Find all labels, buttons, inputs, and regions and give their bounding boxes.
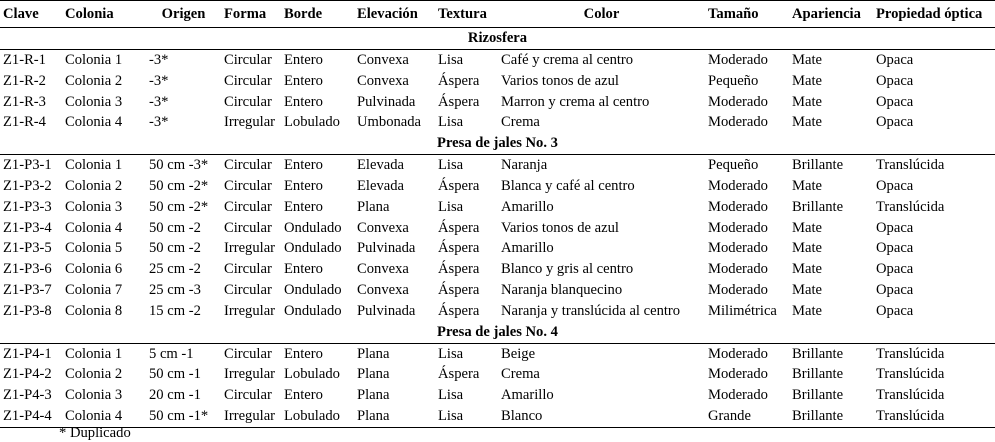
table-cell: Entero (284, 387, 323, 404)
table-cell: Irregular (224, 240, 276, 257)
table-cell: Entero (284, 52, 323, 68)
table-cell: Lisa (438, 52, 464, 68)
table-row (0, 176, 995, 197)
table-cell: Colonia 4 (65, 219, 123, 236)
column-header: Clave (0, 1, 62, 28)
table-cell: Irregular (221, 406, 281, 427)
table-cell: Naranja y translúcida al centro (501, 302, 681, 319)
table-cell: Entero (284, 198, 323, 215)
table-cell: Entero (284, 157, 323, 174)
table-cell: Brillante (789, 406, 873, 427)
table-cell: Pequeño (708, 157, 759, 174)
table-cell: 50 cm -2* (149, 177, 209, 194)
table-cell: Z1-R-2 (3, 72, 46, 89)
table-cell: Opaca (876, 240, 914, 257)
table-cell: 50 cm -2 (149, 219, 201, 236)
table-cell: Moderado (708, 177, 768, 194)
table-row (0, 218, 995, 239)
table-cell: Lisa (438, 387, 464, 404)
table-cell: Pulvinada (357, 240, 416, 257)
table-cell: Irregular (224, 366, 276, 383)
table-cell: Plana (354, 406, 435, 427)
table-cell: Moderado (708, 198, 768, 215)
table-cell: Pequeño (708, 72, 759, 89)
table-cell: Colonia 3 (65, 387, 123, 404)
table-cell: Convexa (357, 72, 409, 89)
table-cell: Z1-P3-6 (3, 261, 52, 278)
table-cell: Pulvinada (357, 93, 416, 110)
table-cell: Opaca (876, 219, 914, 236)
table-cell: Plana (357, 198, 390, 215)
table-cell: Beige (501, 345, 536, 362)
table-cell: 5 cm -1 (149, 345, 194, 362)
table-cell: Lobulado (284, 114, 340, 131)
table-cell: Pulvinada (357, 302, 416, 319)
table-cell: 50 cm -2* (149, 198, 209, 215)
table-cell: Mate (792, 261, 822, 278)
table-cell: Circular (224, 281, 272, 298)
table-cell: Áspera (438, 93, 480, 110)
table-cell: Translúcida (876, 366, 945, 383)
table-cell: 20 cm -1 (149, 387, 201, 404)
table-cell: Translúcida (876, 387, 945, 404)
table-cell: Colonia 5 (65, 240, 123, 257)
table-cell: Colonia 8 (65, 302, 123, 319)
table-cell: Marron y crema al centro (501, 93, 650, 110)
table-cell: Opaca (876, 114, 914, 131)
table-cell: Umbonada (357, 114, 422, 131)
table-cell: Brillante (792, 387, 844, 404)
table-cell: Ondulado (284, 281, 342, 298)
table-cell: Z1-P3-8 (3, 302, 52, 319)
table-cell: Blanco y gris al centro (501, 261, 634, 278)
table-cell: Circular (224, 72, 272, 89)
table-header (0, 1, 995, 28)
table-cell: Translúcida (873, 406, 995, 427)
section-title: Rizosfera (0, 28, 995, 50)
table-cell: Lisa (435, 406, 498, 427)
table-cell: Opaca (876, 52, 914, 68)
table-cell: Circular (224, 387, 272, 404)
table-cell: Circular (224, 261, 272, 278)
table-row (0, 71, 995, 92)
table-cell: Colonia 3 (65, 198, 123, 215)
table-cell: Colonia 6 (65, 261, 123, 278)
table-cell: Moderado (708, 219, 768, 236)
table-cell: Naranja (501, 157, 548, 174)
table-cell: Amarillo (501, 240, 554, 257)
table-cell: 25 cm -3 (149, 281, 201, 298)
table-row (0, 238, 995, 259)
table-cell: Ondulado (284, 240, 342, 257)
table-cell: Convexa (357, 219, 409, 236)
table-cell: Moderado (708, 261, 768, 278)
table-cell: 15 cm -2 (149, 302, 201, 319)
table-row (0, 197, 995, 218)
table-cell: Translúcida (876, 198, 945, 215)
table-cell: Circular (224, 219, 272, 236)
table-cell: Circular (224, 52, 272, 68)
table-row (0, 364, 995, 385)
table-cell: Irregular (224, 114, 276, 131)
table-cell: Lobulado (281, 406, 354, 427)
section-row (0, 322, 995, 344)
column-header: Borde (281, 1, 354, 28)
table-cell: Brillante (792, 366, 844, 383)
table-cell: Colonia 2 (65, 72, 123, 89)
section-row (0, 133, 995, 155)
section-row (0, 28, 995, 50)
column-header: Tamaño (705, 1, 789, 28)
table-cell: Colonia 1 (65, 52, 123, 68)
table-cell: Translúcida (876, 157, 945, 174)
table-cell: Elevada (357, 177, 404, 194)
table-cell: Crema (501, 366, 540, 383)
table-cell: Moderado (708, 281, 768, 298)
table-cell: Opaca (876, 93, 914, 110)
table-row (0, 92, 995, 113)
footnote: * Duplicado (59, 425, 131, 441)
table-cell: Mate (792, 302, 822, 319)
table-cell: Circular (224, 177, 272, 194)
table-cell: Mate (792, 72, 822, 89)
table-cell: 25 cm -2 (149, 261, 201, 278)
table-cell: Z1-P4-1 (3, 345, 52, 362)
table-cell: Áspera (438, 366, 480, 383)
table-cell: Colonia 2 (65, 177, 123, 194)
table-cell: Blanco (498, 406, 705, 427)
column-header: Propiedad óptica (873, 1, 995, 28)
table-cell: Áspera (438, 240, 480, 257)
table-cell: Café y crema al centro (501, 52, 634, 68)
table-cell: Opaca (876, 72, 914, 89)
table-row (0, 343, 995, 364)
table-cell: Opaca (876, 281, 914, 298)
table-cell: Áspera (438, 219, 480, 236)
column-header: Textura (435, 1, 498, 28)
table-cell: -3* (149, 72, 169, 89)
table-cell: Colonia 7 (65, 281, 123, 298)
table-cell: Plana (357, 387, 390, 404)
table-cell: Z1-P3-5 (3, 240, 52, 257)
table-cell: Colonia 1 (65, 157, 123, 174)
table-cell: Brillante (792, 198, 844, 215)
column-header: Elevación (354, 1, 435, 28)
table-cell: 50 cm -1* (146, 406, 221, 427)
table-cell: Z1-R-1 (3, 52, 46, 68)
table-cell: Naranja blanquecino (501, 281, 623, 298)
table-cell: Colonia 3 (65, 93, 123, 110)
table-cell: Mate (792, 219, 822, 236)
column-header: Color (498, 1, 705, 28)
column-header: Colonia (62, 1, 146, 28)
table-cell: Opaca (876, 177, 914, 194)
table-row (0, 259, 995, 280)
table-cell: 50 cm -3* (149, 157, 209, 174)
table-cell: Z1-P4-3 (3, 387, 52, 404)
table-cell: Circular (224, 345, 272, 362)
table-cell: Entero (284, 177, 323, 194)
table-cell: Amarillo (501, 198, 554, 215)
table-row (0, 50, 995, 71)
table-cell: Varios tonos de azul (501, 219, 619, 236)
table-cell: Z1-R-4 (3, 114, 46, 131)
table-cell: Mate (792, 240, 822, 257)
table-cell: Mate (792, 281, 822, 298)
table-cell: Z1-P4-2 (3, 366, 52, 383)
table-cell: Z1-P3-2 (3, 177, 52, 194)
table-row (0, 385, 995, 406)
table-cell: Z1-P3-7 (3, 281, 52, 298)
table-cell: Z1-P4-4 (0, 406, 62, 427)
table-cell: Grande (705, 406, 789, 427)
table-cell: Moderado (708, 52, 768, 68)
column-header: Origen (146, 1, 221, 28)
table-cell: Áspera (438, 261, 480, 278)
table-cell: Convexa (357, 52, 409, 68)
table-cell: Moderado (708, 387, 768, 404)
table-cell: Lobulado (284, 366, 340, 383)
table-cell: Irregular (224, 302, 276, 319)
table-body (0, 28, 995, 428)
table-cell: Opaca (876, 302, 914, 319)
table-cell: Entero (284, 261, 323, 278)
table-cell: Áspera (438, 72, 480, 89)
table-cell: 50 cm -1 (149, 366, 201, 383)
table-cell: Z1-P3-3 (3, 198, 52, 215)
table-cell: Milimétrica (708, 302, 777, 319)
table-cell: Circular (224, 198, 272, 215)
table-cell: Colonia 4 (65, 114, 123, 131)
table-cell: -3* (149, 52, 169, 68)
table-cell: Z1-R-3 (3, 93, 46, 110)
table-cell: Lisa (438, 198, 464, 215)
table-cell: Colonia 4 (62, 406, 146, 427)
table-cell: Moderado (708, 240, 768, 257)
column-header: Apariencia (789, 1, 873, 28)
table-cell: Áspera (438, 302, 480, 319)
table-cell: Z1-P3-4 (3, 219, 52, 236)
table-cell: Convexa (357, 281, 409, 298)
table-row (0, 301, 995, 322)
table-cell: Mate (792, 177, 822, 194)
table-cell: Elevada (357, 157, 404, 174)
table-cell: Entero (284, 72, 323, 89)
table-cell: -3* (149, 114, 169, 131)
table-cell: Opaca (876, 261, 914, 278)
section-title: Presa de jales No. 3 (0, 133, 995, 155)
table-cell: Entero (284, 345, 323, 362)
table-cell: Entero (284, 93, 323, 110)
table-cell: Circular (224, 157, 272, 174)
table-cell: Lisa (438, 157, 464, 174)
table-row (0, 406, 995, 427)
table-cell: Áspera (438, 281, 480, 298)
table-cell: Mate (792, 93, 822, 110)
table-cell: Mate (792, 52, 822, 68)
table-cell: Moderado (708, 114, 768, 131)
table-cell: Áspera (438, 177, 480, 194)
table-cell: Colonia 2 (65, 366, 123, 383)
table-cell: Blanca y café al centro (501, 177, 635, 194)
table-row (0, 155, 995, 176)
table-cell: 50 cm -2 (149, 240, 201, 257)
table-cell: Mate (792, 114, 822, 131)
table-cell: Translúcida (876, 345, 945, 362)
table-row (0, 280, 995, 301)
table-cell: Z1-P3-1 (3, 157, 52, 174)
table-cell: Ondulado (284, 302, 342, 319)
table-cell: Plana (357, 345, 390, 362)
table-cell: Ondulado (284, 219, 342, 236)
table-cell: Plana (357, 366, 390, 383)
table-cell: Varios tonos de azul (501, 72, 619, 89)
table-cell: Colonia 1 (65, 345, 123, 362)
table-cell: Brillante (792, 157, 844, 174)
table-cell: -3* (149, 93, 169, 110)
table-cell: Moderado (708, 345, 768, 362)
table-cell: Convexa (357, 261, 409, 278)
table-cell: Lisa (438, 114, 464, 131)
table-cell: Moderado (708, 366, 768, 383)
table-cell: Circular (224, 93, 272, 110)
header-row (0, 1, 995, 28)
table-row (0, 112, 995, 133)
column-header: Forma (221, 1, 281, 28)
table-cell: Brillante (792, 345, 844, 362)
table-cell: Amarillo (501, 387, 554, 404)
table-cell: Crema (501, 114, 540, 131)
table-cell: Moderado (708, 93, 768, 110)
table-cell: Lisa (438, 345, 464, 362)
section-title: Presa de jales No. 4 (0, 322, 995, 344)
